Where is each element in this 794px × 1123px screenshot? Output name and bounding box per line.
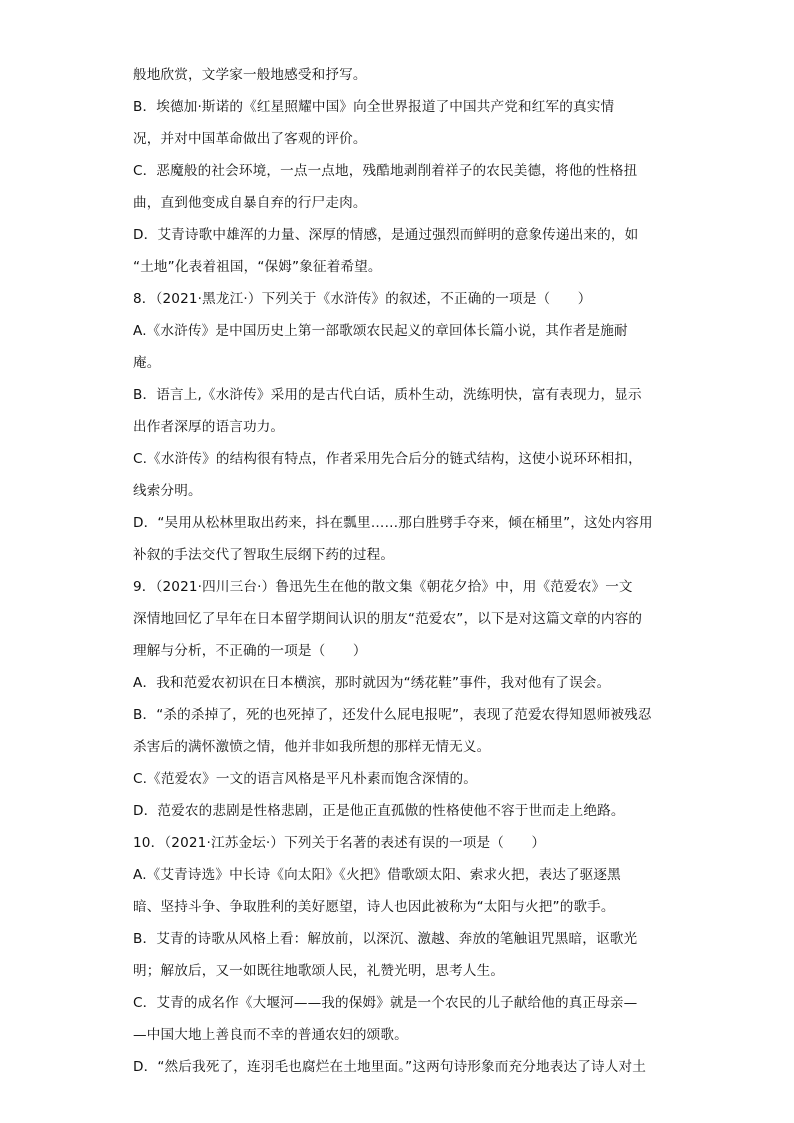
- text-line: 况，并对中国革命做出了客观的评价。: [133, 131, 367, 147]
- text-line: B．“杀的杀掉了，死的也死掉了，还发什么屁电报呢”，表现了范爱农得知恩师被残忍: [133, 707, 652, 723]
- text-line: 出作者深厚的语言功力。: [133, 419, 285, 435]
- text-line: 深情地回忆了早年在日本留学期间认识的朋友“范爱农”，以下是对这篇文章的内容的: [133, 611, 643, 627]
- text-line: 理解与分析，不正确的一项是（ ）: [133, 643, 367, 659]
- text-line: B．艾青的诗歌从风格上看：解放前，以深沉、激越、奔放的笔触诅咒黑暗，讴歌光: [133, 931, 638, 947]
- text-line: 补叙的手法交代了智取生辰纲下药的过程。: [133, 547, 395, 563]
- text-line: D．范爱农的悲剧是性格悲剧，正是他正直孤傲的性格使他不容于世而走上绝路。: [133, 803, 625, 819]
- text-line: 杀害后的满怀激愤之情，他并非如我所想的那样无情无义。: [133, 739, 491, 755]
- text-line: D．艾青诗歌中雄浑的力量、深厚的情感，是通过强烈而鲜明的意象传递出来的，如: [133, 227, 639, 243]
- text-line: C．艾青的成名作《大堰河——我的保姆》就是一个农民的儿子献给他的真正母亲—: [133, 995, 638, 1011]
- question-10-stem: 10．（2021·江苏金坛·）下列关于名著的表述有误的一项是（ ）: [133, 835, 546, 851]
- text-line: 线索分明。: [133, 483, 202, 499]
- text-line: A.《艾青诗选》中长诗《向太阳》《火把》借歌颂太阳、索求火把，表达了驱逐黑: [133, 867, 621, 883]
- text-line: 般地欣赏，文学家一般地感受和抒写。: [133, 67, 367, 83]
- text-line: 暗、坚持斗争、争取胜利的美好愿望，诗人也因此被称为“太阳与火把”的歌手。: [133, 899, 615, 915]
- text-line: D．“然后我死了，连羽毛也腐烂在土地里面。”这两句诗形象而充分地表达了诗人对土: [133, 1059, 646, 1075]
- text-line: “土地”化表着祖国，“保姆”象征着希望。: [133, 259, 382, 275]
- question-8-stem: 8．（2021·黑龙江·）下列关于《水浒传》的叙述，不正确的一项是（ ）: [133, 291, 592, 307]
- text-line: 明；解放后，又一如既往地歌颂人民，礼赞光明，思考人生。: [133, 963, 505, 979]
- text-line: 曲，直到他变成自暴自弃的行尸走肉。: [133, 195, 367, 211]
- text-line: 庵。: [133, 355, 161, 371]
- text-line: C.《范爱农》一文的语言风格是平凡朴素而饱含深情的。: [133, 771, 477, 787]
- text-line: C.《水浒传》的结构很有特点，作者采用先合后分的链式结构，这使小说环环相扣，: [133, 451, 642, 467]
- text-line: —中国大地上善良而不幸的普通农妇的颂歌。: [133, 1027, 408, 1043]
- text-line: B．语言上,《水浒传》采用的是古代白话，质朴生动，洗练明快，富有表现力，显示: [133, 387, 642, 403]
- text-line: A.《水浒传》是中国历史上第一部歌颂农民起义的章回体长篇小说，其作者是施耐: [133, 323, 628, 339]
- question-9-stem: 9．（2021·四川三台·）鲁迅先生在他的散文集《朝花夕拾》中，用《范爱农》一文: [133, 579, 633, 595]
- text-line: B．埃德加·斯诺的《红星照耀中国》向全世界报道了中国共产党和红军的真实情: [133, 99, 615, 115]
- text-line: C．恶魔般的社会环境，一点一点地，残酷地剥削着祥子的农民美德，将他的性格扭: [133, 163, 638, 179]
- text-line: A．我和范爱农初识在日本横滨，那时就因为“绣花鞋”事件，我对他有了误会。: [133, 675, 611, 691]
- text-line: D．“吴用从松林里取出药来，抖在瓢里……那白胜劈手夺来，倾在桶里”，这处内容用: [133, 515, 653, 531]
